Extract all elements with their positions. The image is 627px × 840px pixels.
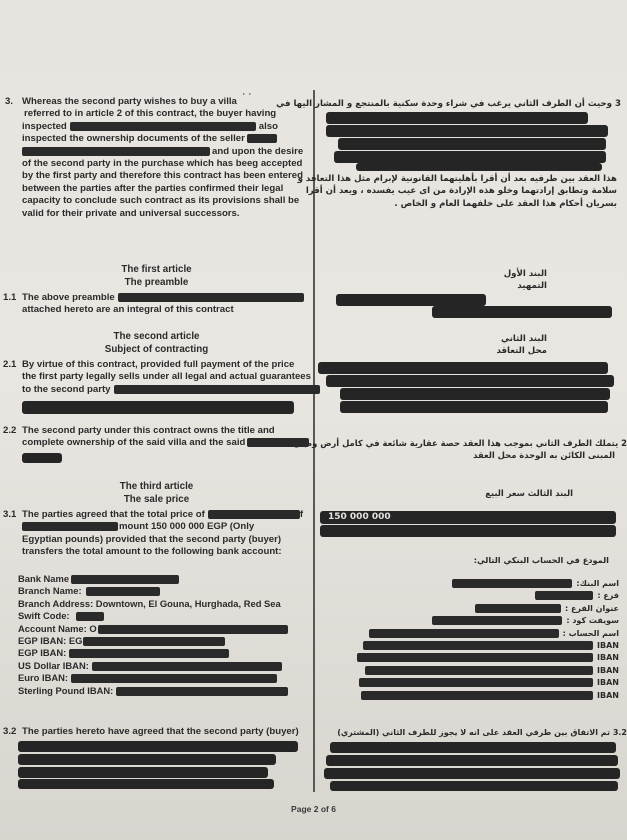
arabic-article-3: [485, 487, 573, 499]
arabic-bank-account: [319, 578, 619, 702]
redaction: [71, 674, 277, 683]
arabic-clause-text: المبنى الكائن به الوحدة محل العقد: [473, 450, 615, 461]
arabic-article-1: [504, 268, 547, 293]
arabic-article-2-subtitle: محل التعاقد: [496, 346, 547, 357]
redaction: [340, 388, 610, 400]
usd-iban-label: US Dollar IBAN:: [18, 659, 89, 671]
page-footer: Page 2 of 6: [291, 804, 336, 814]
clause-2-2: [3, 425, 309, 450]
arabic-bank-label: IBAN: [597, 640, 619, 650]
arabic-article-1-title: البند الأول: [503, 269, 547, 279]
clause-text: The above preamble: [22, 292, 115, 303]
clause-3-2: [3, 726, 299, 738]
article-2-title: The second article: [113, 331, 200, 342]
arabic-bank-label: فرع :: [597, 591, 619, 601]
redaction: [69, 649, 229, 658]
clause-number: 3.: [5, 96, 14, 107]
clause-text: capacity to conclude such contract as its provisions shall be: [22, 195, 300, 207]
arabic-bank-intro: المودع في الحساب البنكي التالي:: [473, 555, 609, 565]
redaction: [363, 641, 593, 650]
arabic-clause-3-2: [323, 727, 627, 739]
article-3-subtitle: The sale price: [123, 494, 190, 505]
clause-number: 2.1: [3, 359, 17, 370]
redaction: [70, 122, 256, 131]
redaction: [330, 742, 616, 753]
arabic-clause-text: تم الاتفاق بين طرفي العقد على انه لا يجوز للطرف الثاني (المشتري): [337, 728, 611, 737]
redaction: [98, 625, 288, 634]
clause-number: 3.2: [3, 726, 17, 737]
clause-text: The parties agreed that the total price of: [22, 509, 205, 520]
redaction: [247, 134, 277, 143]
arabic-bank-label: اسم البنك:: [576, 579, 619, 588]
redaction: [326, 375, 614, 387]
arabic-article-2: [496, 333, 547, 358]
clause-2-1: [3, 359, 320, 396]
clause-text: Whereas the second party wishes to buy a villa: [22, 96, 237, 107]
redaction: [18, 767, 268, 778]
redaction: [361, 691, 593, 700]
arabic-bank-label: IBAN: [597, 653, 619, 663]
redaction: [336, 294, 486, 306]
clause-text: transfers the total amount to the following bank account:: [22, 546, 282, 558]
arabic-bank-label: عنوان الفرع :: [564, 603, 619, 613]
redaction: [475, 604, 561, 613]
clause-number: 3.1: [3, 509, 17, 520]
clause-text: and upon the desire: [212, 145, 304, 157]
arabic-bank-label: IBAN: [597, 678, 619, 688]
arabic-clause-number: 2: [621, 438, 627, 448]
redaction: [356, 163, 602, 171]
redaction: [365, 666, 593, 675]
clause-text: by the first party and therefore this contract has been entered: [22, 170, 303, 182]
clause-number: 1.1: [3, 292, 17, 303]
arabic-clause-text: وحيث أن الطرف الثاني يرغب في شراء وحدة سكنية بالمنتجع و المشار اليها في: [276, 99, 613, 109]
clause-text: Egyptian pounds) provided that the second party (buyer): [22, 533, 282, 545]
gbp-iban-label: Sterling Pound IBAN:: [18, 684, 114, 696]
arabic-bank-label: اسم الحساب :: [562, 628, 619, 638]
redaction: [92, 662, 282, 671]
swift-code-label: Swift Code:: [18, 610, 70, 622]
redaction: [71, 575, 179, 584]
clause-text: also: [258, 120, 278, 132]
redaction: [18, 741, 298, 752]
redaction: [340, 401, 608, 413]
branch-name-label: Branch Name:: [18, 585, 82, 597]
arabic-clause-2-2: [293, 437, 627, 462]
article-2-subtitle: Subject of contracting: [104, 344, 209, 355]
english-column: [0, 0, 313, 840]
clause-number: 2.2: [3, 425, 17, 436]
clause-text: inspected: [22, 120, 67, 132]
arabic-article-2-title: البند الثاني: [501, 334, 547, 344]
clause-text: f: [299, 509, 304, 520]
arabic-bank-label: سويفت كود :: [566, 616, 619, 626]
bank-name-label: Bank Name: [18, 573, 70, 584]
arabic-price: 150 000 000: [328, 512, 391, 522]
redaction: [326, 125, 608, 137]
redaction: [326, 112, 588, 124]
arabic-clause-text: يتملك الطرف الثاني بموجب هذا العقد حصة عقارية شائعة في كامل أرض ومبان: [293, 438, 619, 448]
redaction: [338, 138, 606, 150]
clause-text: of the second party in the purchase which has beeg accepted: [22, 157, 303, 169]
redaction: [22, 522, 118, 531]
clause-text: inspected the ownership documents of the seller: [22, 133, 245, 145]
article-3-title: The third article: [119, 481, 194, 492]
redaction: [114, 385, 320, 394]
redaction: [326, 755, 618, 766]
egp-iban-label: EGP IBAN:: [18, 647, 67, 659]
redaction: [334, 151, 606, 163]
clause-text: between the parties after the parties confirmed their legal: [22, 182, 284, 194]
redaction: [357, 653, 593, 662]
redaction: [116, 687, 288, 696]
arabic-clause-text: هذا العقد بين طرفيه بعد أن أقرا بأهليتهما القانونية لإبرام مثل هذا التعاقد و: [297, 174, 617, 184]
arabic-article-1-subtitle: التمهيد: [517, 281, 547, 292]
arabic-clause-number: 3.2: [612, 728, 627, 737]
clause-text: mount 150 000 000 EGP (Only: [119, 521, 255, 533]
branch-address: Branch Address: Downtown, El Gouna, Hurghada, Red Sea: [18, 597, 281, 609]
arabic-clause-text: بسريان أحكام هذا العقد على خلفهما العام و الخاص .: [394, 198, 617, 209]
article-1-subtitle: The preamble: [124, 277, 189, 288]
arabic-bank-label: IBAN: [597, 665, 619, 675]
clause-text: By virtue of this contract, provided full payment of the price: [22, 359, 295, 370]
arabic-bank-label: IBAN: [597, 690, 619, 700]
arabic-clause-text: سلامة وتطابق إرادتهما وخلو هذه الإرادة من اى عيب يفسده ، ويعد أن أقرا: [305, 186, 617, 197]
account-name-label: Account Name: O: [18, 622, 97, 634]
clause-text: The second party under this contract owns the title and: [22, 425, 275, 436]
redaction: [318, 362, 608, 374]
redaction: [535, 591, 593, 600]
clause-3: 3. Whereas the second party wishes to buy a villa ˙ ˙ referred to in article 2 of this contract, the buyer having inspected also inspected the ownership documents of the seller and upon the desire of the second party in the purchase which has beeg accepted by the first party and therefore this contract has been entered between the parties after the parties confirmed their legal capacity to conclude such contract as its provisions shall be valid for their private and universal successors.: [5, 93, 304, 219]
clause-text: The parties hereto have agreed that the second party (buyer): [22, 726, 299, 737]
article-1-title: The first article: [121, 264, 192, 275]
clause-3-1: [3, 509, 304, 559]
clause-text: to the second party: [22, 383, 111, 395]
clause-text: referred to in article 2 of this contract, the buyer having: [24, 108, 277, 120]
redaction: [432, 616, 562, 625]
clause-text: complete ownership of the said villa and the said: [22, 437, 246, 449]
redaction: [22, 453, 62, 463]
bank-account: [18, 573, 288, 697]
clause-text: attached hereto are an integral of this contract: [22, 304, 234, 316]
redaction: [22, 401, 294, 414]
redaction: [359, 678, 593, 687]
clause-1-1: [3, 292, 304, 317]
redaction: [320, 525, 616, 537]
redaction: [118, 293, 304, 302]
arabic-article-3-title: البند الثالث سعر البيع: [485, 488, 573, 498]
redaction: [18, 779, 274, 789]
redaction: [324, 768, 620, 779]
egp-iban-label: EGP IBAN: EG: [18, 634, 83, 646]
redaction: [83, 637, 225, 646]
redaction: [432, 306, 612, 318]
clause-text: the first party legally sells under all legal and actual guarantees: [22, 371, 311, 383]
clause-text: valid for their private and universal successors.: [22, 207, 240, 219]
redaction: [86, 587, 160, 596]
redaction: [330, 781, 618, 791]
arabic-clause-3: [276, 98, 621, 110]
redaction: [452, 579, 572, 588]
redaction: [18, 754, 276, 765]
redaction: [76, 612, 104, 621]
redaction: [22, 147, 210, 156]
redaction: [208, 510, 300, 519]
eur-iban-label: Euro IBAN:: [18, 672, 68, 684]
arabic-clause-number: 3: [615, 99, 621, 109]
arabic-clause-3-cont: [297, 173, 617, 210]
redaction: [369, 629, 559, 638]
